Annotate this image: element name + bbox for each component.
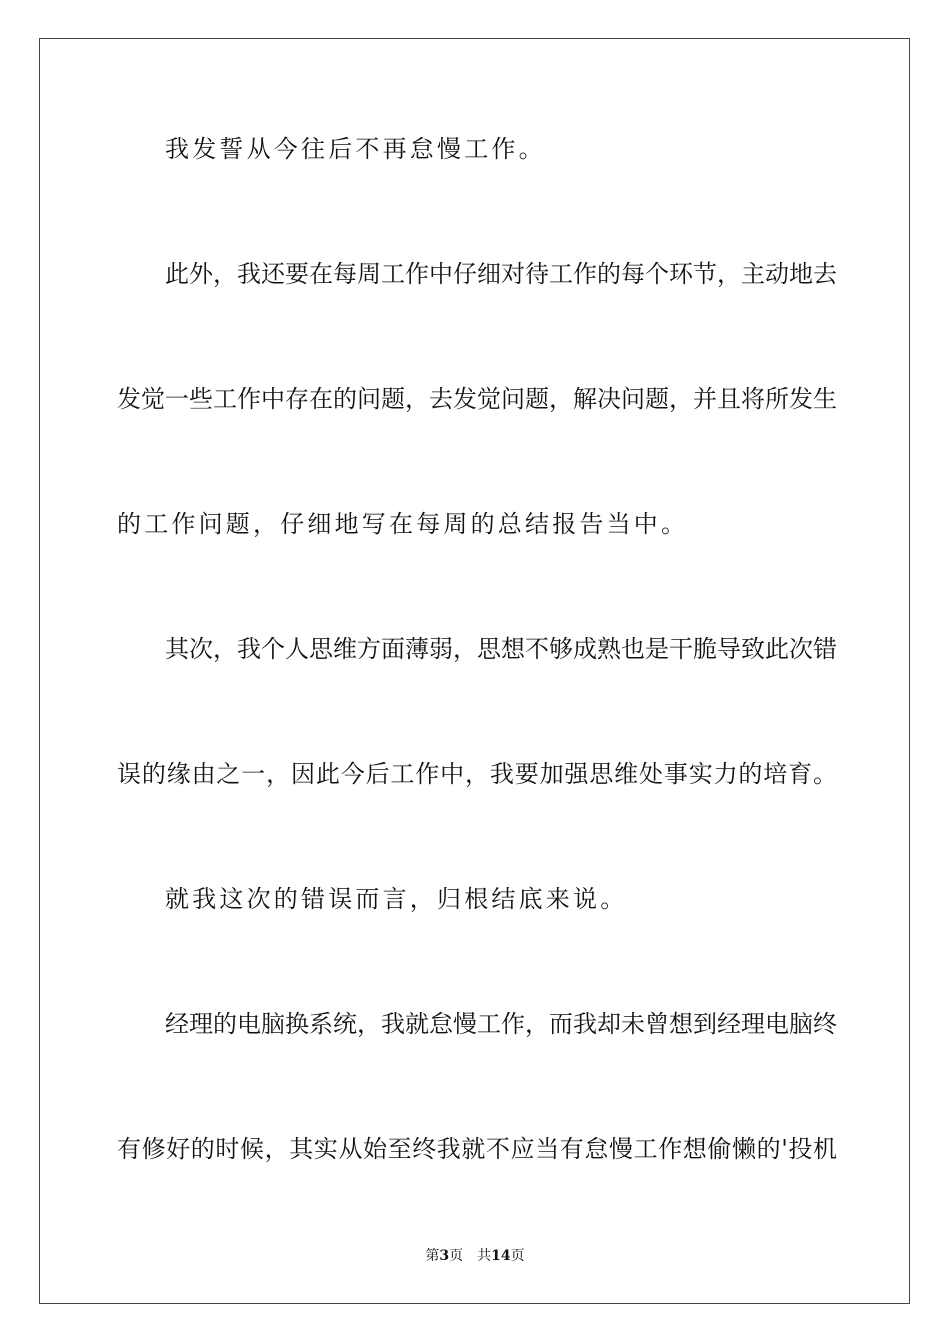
- paragraph-line: 我发誓从今往后不再怠慢工作。: [165, 135, 546, 163]
- paragraph-line: 有修好的时候，其实从始至终我就不应当有怠慢工作想偷懒的'投机: [117, 1135, 837, 1163]
- page-prefix: 第: [425, 1248, 440, 1264]
- paragraph-line: 其次，我个人思维方面薄弱，思想不够成熟也是干脆导致此次错: [165, 635, 837, 663]
- total-suffix: 页: [510, 1248, 525, 1264]
- page-border: [39, 38, 910, 1304]
- paragraph-line: 经理的电脑换系统，我就怠慢工作，而我却未曾想到经理电脑终: [165, 1010, 837, 1038]
- paragraph-line: 误的缘由之一，因此今后工作中，我要加强思维处事实力的培育。: [117, 760, 837, 788]
- total-prefix: 共: [477, 1248, 492, 1264]
- paragraph-line: 此外，我还要在每周工作中仔细对待工作的每个环节，主动地去: [165, 260, 837, 288]
- page-number: 3: [439, 1248, 450, 1264]
- paragraph-line: 的工作问题，仔细地写在每周的总结报告当中。: [117, 510, 689, 538]
- paragraph-line: 就我这次的错误而言，归根结底来说。: [165, 885, 628, 913]
- total-pages: 14: [491, 1248, 511, 1264]
- paragraph-line: 发觉一些工作中存在的问题，去发觉问题，解决问题，并且将所发生: [117, 385, 837, 413]
- page-footer: [0, 1246, 950, 1266]
- page-suffix: 页: [449, 1248, 464, 1264]
